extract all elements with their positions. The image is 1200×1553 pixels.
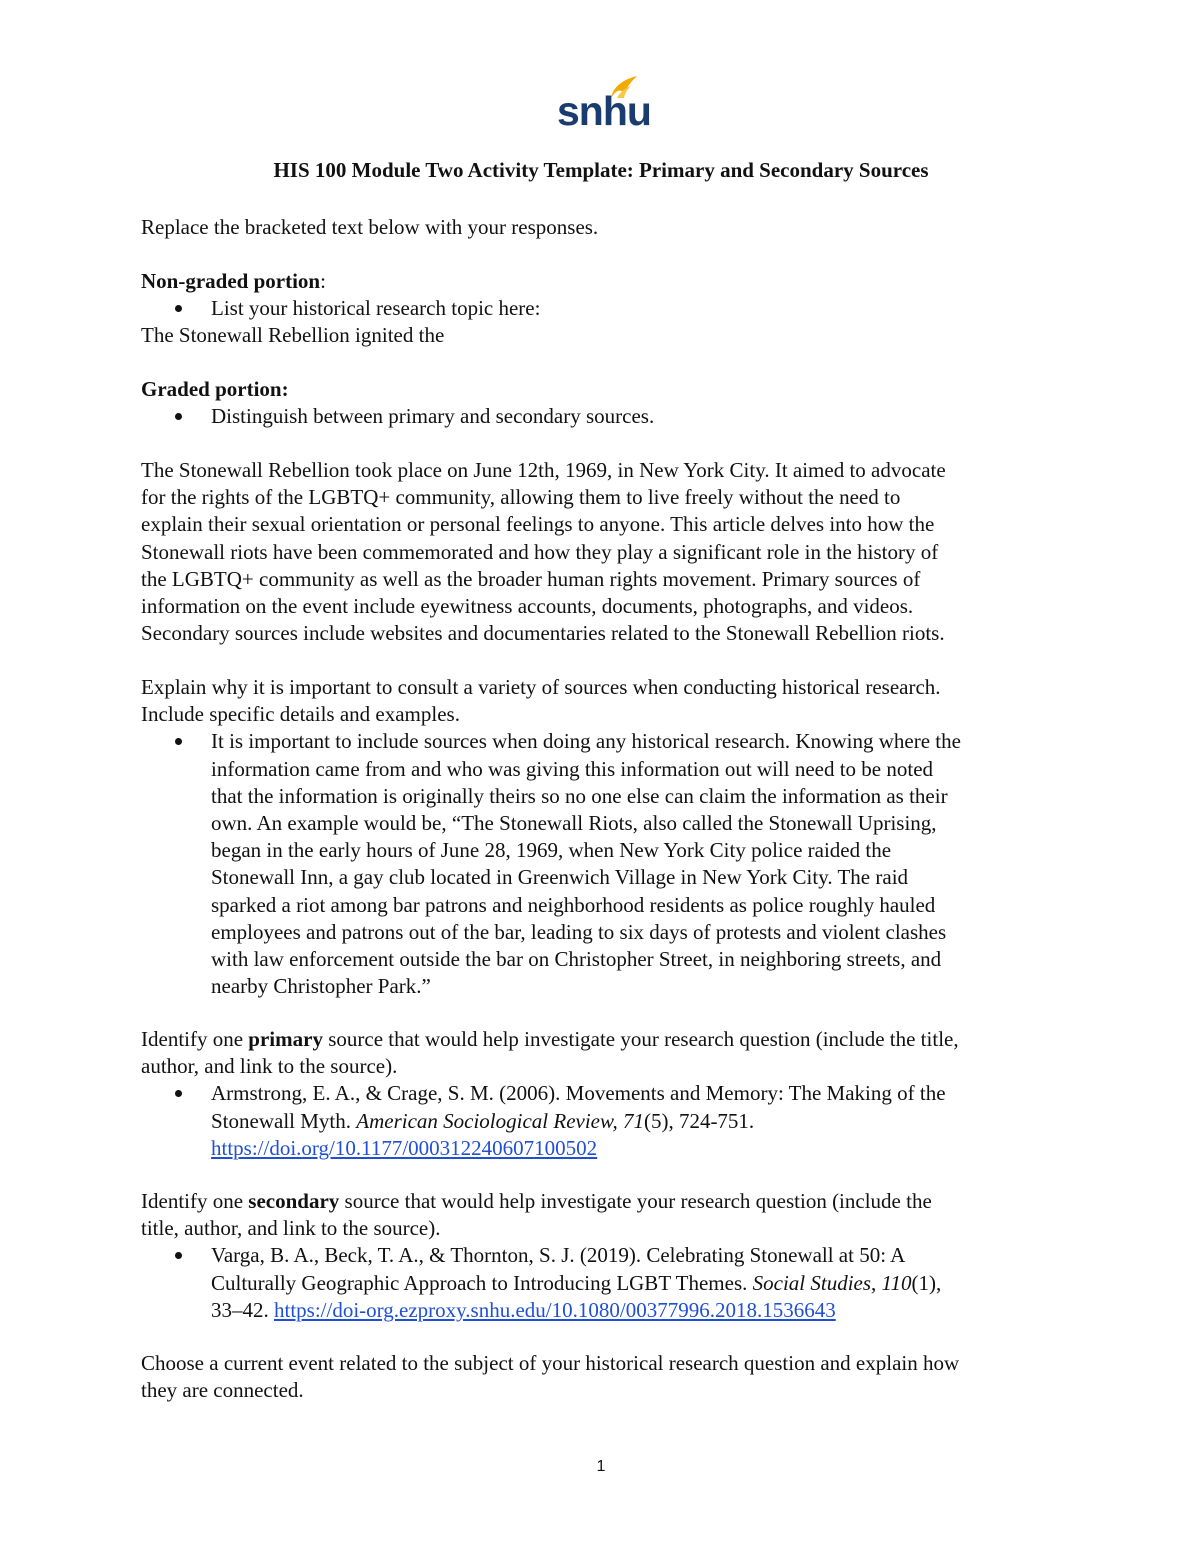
- paragraph-line: the LGBTQ+ community as well as the broader human rights movement. Primary sources of: [141, 566, 921, 591]
- citation-link-line: [211, 1135, 1061, 1162]
- instructions: [141, 214, 1061, 241]
- current-event-section: [141, 1350, 1061, 1404]
- snhu-logo: [557, 74, 651, 134]
- secondary-prompt-line2: title, author, and link to the source).: [141, 1216, 441, 1241]
- bullet-icon: [175, 1252, 182, 1259]
- nongraded-heading: Non-graded portion: [141, 269, 321, 293]
- bullet-icon: [175, 1090, 182, 1097]
- primary-prompt-line2: author, and link to the source).: [141, 1054, 398, 1079]
- variety-section: [141, 674, 1061, 1000]
- graded-heading-line: [141, 376, 1061, 403]
- answer-line: employees and patrons out of the bar, leading to six days of protests and violent clashes: [211, 919, 947, 944]
- nongraded-heading-line: Non-graded portion:: [141, 269, 326, 293]
- paragraph-line: Secondary sources include websites and documentaries related to the Stonewall Rebellion riots.: [141, 621, 945, 646]
- graded-section: [141, 376, 1061, 430]
- journal-title: American Sociological Review, 71: [356, 1108, 644, 1133]
- primary-citation: [141, 1080, 1061, 1162]
- primary-doi-link[interactable]: https://doi.org/10.1177/000312240607100502: [211, 1135, 598, 1160]
- answer-line: information came from and who was giving this information out will need to be noted: [211, 756, 934, 781]
- primary-section: [141, 1026, 1061, 1162]
- document-title: HIS 100 Module Two Activity Template: Primary and Secondary Sources: [273, 158, 929, 182]
- answer-line: own. An example would be, “The Stonewall Riots, also called the Stonewall Uprising,: [211, 811, 937, 836]
- answer-line: with law enforcement outside the bar on Christopher Street, in neighboring streets, and: [211, 947, 942, 972]
- secondary-section: [141, 1188, 1061, 1324]
- answer-line: began in the early hours of June 28, 1969, when New York City police raided the: [211, 838, 892, 863]
- answer-line: Stonewall Inn, a gay club located in Greenwich Village in New York City. The raid: [211, 865, 909, 890]
- nongraded-section: [141, 268, 1061, 350]
- paragraph-line: for the rights of the LGBTQ+ community, allowing them to live freely without the need to: [141, 485, 901, 510]
- answer-line: sparked a riot among bar patrons and neighborhood residents as police roughly hauled: [211, 892, 936, 917]
- bullet-icon: [175, 413, 182, 420]
- variety-prompt-line: Include specific details and examples.: [141, 702, 460, 727]
- paragraph-line: Stonewall riots have been commemorated and how they play a significant role in the history of: [141, 539, 939, 564]
- variety-answer-bullet: [141, 728, 1061, 1000]
- citation-line: Culturally Geographic Approach to Introducing LGBT Themes. Social Studies, 110(1),: [211, 1270, 942, 1295]
- nongraded-answer: The Stonewall Rebellion ignited the: [141, 323, 445, 348]
- paragraph-line: information on the event include eyewitness accounts, documents, photographs, and videos.: [141, 594, 914, 619]
- instructions-text: Replace the bracketed text below with your responses.: [141, 215, 599, 239]
- secondary-doi-link[interactable]: https://doi-org.ezproxy.snhu.edu/10.1080/00377996.2018.1536643: [274, 1297, 836, 1322]
- secondary-citation: [141, 1242, 1061, 1324]
- current-event-prompt-line: they are connected.: [141, 1378, 304, 1403]
- secondary-prompt: Identify one secondary source that would help investigate your research question (include the: [141, 1189, 932, 1213]
- current-event-prompt-line: Choose a current event related to the subject of your historical research question and explain how: [141, 1351, 960, 1375]
- paragraph-line: explain their sexual orientation or personal feelings to anyone. This article delves into how the: [141, 512, 935, 537]
- journal-volume: 110: [881, 1270, 912, 1295]
- logo-wordmark: snhu: [557, 88, 651, 134]
- journal-title: Social Studies: [752, 1270, 872, 1295]
- citation-line: Armstrong, E. A., & Crage, S. M. (2006). Movements and Memory: The Making of the: [211, 1081, 946, 1106]
- variety-prompt-line: Explain why it is important to consult a variety of sources when conducting historical research.: [141, 675, 941, 699]
- nongraded-bullet: List your historical research topic here:: [141, 295, 1061, 322]
- primary-prompt: Identify one primary source that would help investigate your research question (include the title,: [141, 1027, 959, 1051]
- bullet-icon: [175, 738, 182, 745]
- citation-line: Varga, B. A., Beck, T. A., & Thornton, S. J. (2019). Celebrating Stonewall at 50: A: [211, 1243, 906, 1268]
- answer-line: It is important to include sources when doing any historical research. Knowing where the: [211, 729, 961, 754]
- page-number: 1: [596, 1458, 606, 1475]
- graded-bullet: Distinguish between primary and secondary sources.: [141, 403, 1061, 430]
- document-page: [141, 0, 1061, 1553]
- citation-line: Stonewall Myth. American Sociological Review, 71(5), 724-751.: [211, 1108, 755, 1133]
- citation-link-line: 33–42. https://doi-org.ezproxy.snhu.edu/10.1080/00377996.2018.1536643: [211, 1297, 836, 1322]
- paragraph-line: The Stonewall Rebellion took place on June 12th, 1969, in New York City. It aimed to advocate: [141, 458, 946, 482]
- answer-line: that the information is originally theirs so no one else can claim the information as their: [211, 783, 948, 808]
- sources-paragraph: [141, 457, 1061, 647]
- bullet-icon: [175, 305, 182, 312]
- answer-line: nearby Christopher Park.”: [211, 974, 431, 999]
- graded-heading: Graded portion:: [141, 377, 289, 401]
